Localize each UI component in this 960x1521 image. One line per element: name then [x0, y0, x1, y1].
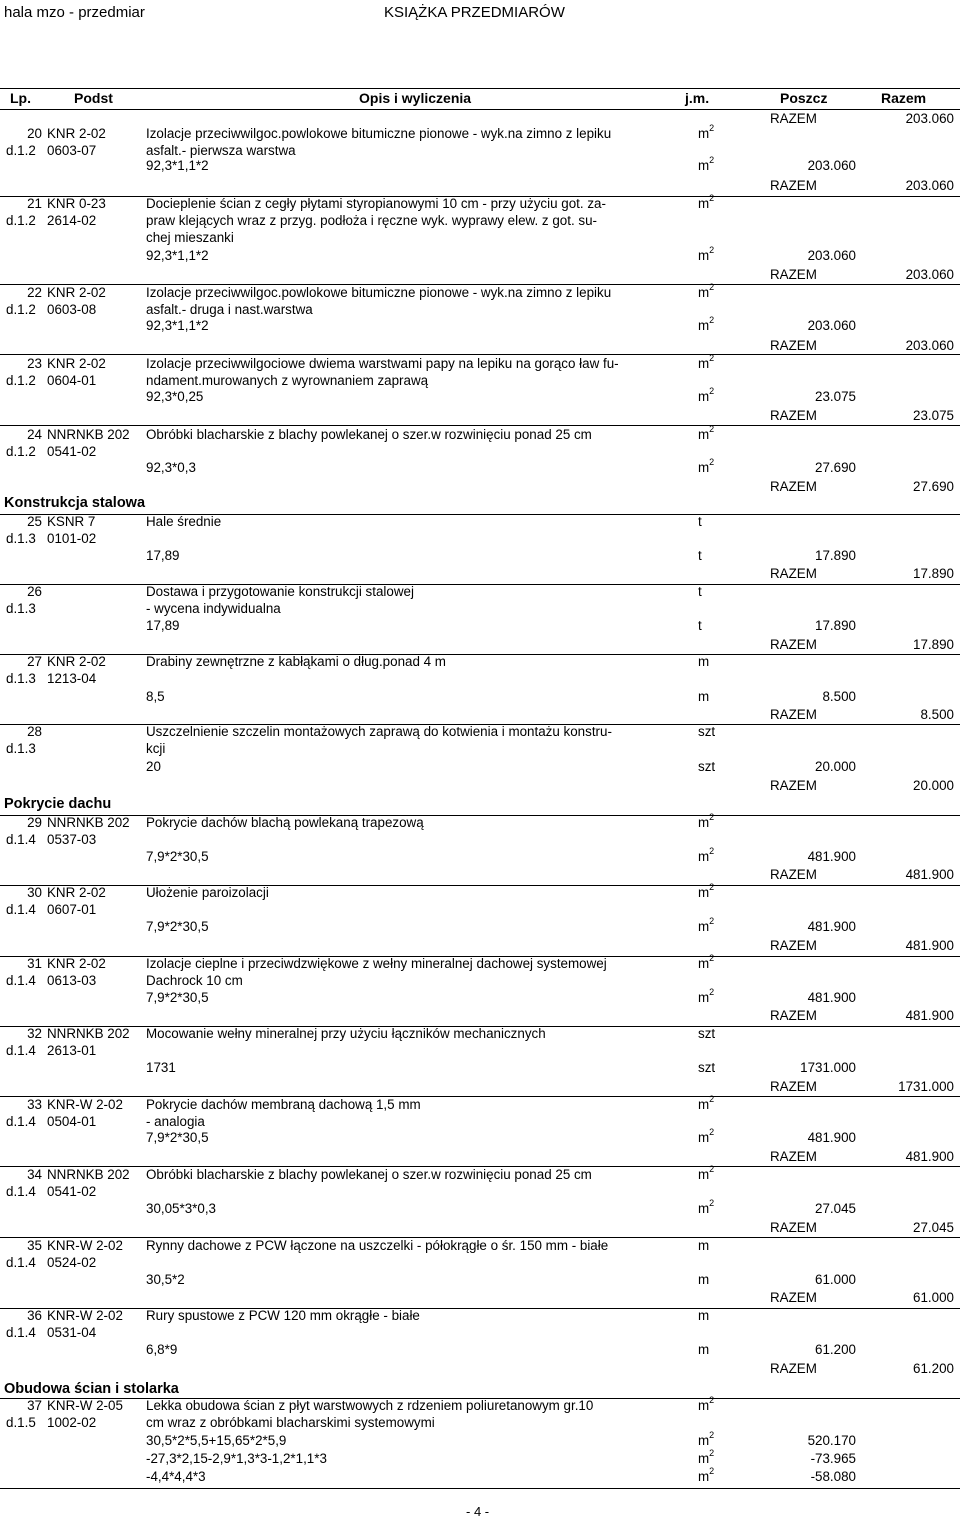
row-divider — [0, 1026, 960, 1027]
item-podst-code: 0604-01 — [47, 373, 97, 388]
item-unit: $m^2$ — [698, 424, 715, 442]
calc-expression: 7,9*2*30,5 — [146, 990, 209, 1005]
item-description-line: Pokrycie dachów blachą powlekaną trapezową — [146, 815, 424, 830]
calc-value: 61.200 — [815, 1342, 856, 1357]
calc-value: 23.075 — [815, 389, 856, 404]
item-subsection: d.1.2 — [6, 444, 36, 459]
item-unit: $m^2$ — [698, 1164, 715, 1182]
carry-razem-label: RAZEM — [770, 111, 817, 126]
item-description-line: Rury spustowe z PCW 120 mm okrągłe - białe — [146, 1308, 420, 1323]
item-subsection: d.1.3 — [6, 531, 36, 546]
razem-label: RAZEM — [770, 267, 817, 282]
item-unit: t — [698, 514, 702, 529]
item-description-line: ndament.murowanych z wyrownaniem zaprawą — [146, 373, 429, 388]
col-podst: Podst — [74, 90, 113, 106]
calc-expression: 7,9*2*30,5 — [146, 1130, 209, 1145]
col-razem: Razem — [881, 90, 927, 106]
unit-exponent: 2 — [709, 1448, 715, 1458]
unit-exponent: 2 — [709, 315, 715, 325]
calc-value: 520.170 — [807, 1433, 856, 1448]
item-unit: szt — [698, 1026, 716, 1041]
razem-value: 481.900 — [905, 867, 954, 882]
razem-label: RAZEM — [770, 938, 817, 953]
razem-value: 203.060 — [905, 338, 954, 353]
item-podst-catalog: KNR-W 2-05 — [47, 1398, 123, 1413]
item-podst-code: 0531-04 — [47, 1325, 97, 1340]
row-divider — [0, 425, 960, 426]
unit-exponent: 2 — [709, 1094, 715, 1104]
item-description-line: Izolacje przeciwwilgoc.powlokowe bitumiczne pionowe - wyk.na zimno z lepiku — [146, 126, 612, 141]
unit-exponent: 2 — [709, 424, 715, 434]
item-subsection: d.1.4 — [6, 902, 36, 917]
item-description-line: cm wraz z obróbkami blacharskimi systemowymi — [146, 1415, 435, 1430]
calc-value: 203.060 — [807, 318, 856, 333]
item-podst-catalog: NNRNKB 202 — [47, 815, 130, 830]
razem-label: RAZEM — [770, 1008, 817, 1023]
calc-expression: 7,9*2*30,5 — [146, 919, 209, 934]
calc-value: 27.045 — [815, 1201, 856, 1216]
item-description-line: Rynny dachowe z PCW łączone na uszczelki - półokrągłe o śr. 150 mm - białe — [146, 1238, 609, 1253]
item-description-line: - wycena indywidualna — [146, 601, 281, 616]
unit-exponent: 2 — [709, 457, 715, 467]
page-number: - 4 - — [466, 1504, 490, 1519]
item-subsection: d.1.4 — [6, 973, 36, 988]
calc-unit: szt — [698, 1060, 716, 1075]
razem-value: 17.890 — [913, 566, 954, 581]
item-podst-catalog: NNRNKB 202 — [47, 1026, 130, 1041]
unit-exponent: 2 — [709, 282, 715, 292]
calc-expression: 17,89 — [146, 548, 180, 563]
item-podst-catalog: KNR 2-02 — [47, 654, 106, 669]
item-unit: $m^2$ — [698, 953, 715, 971]
item-podst-catalog: KNR 2-02 — [47, 285, 106, 300]
item-number: 31 — [27, 956, 42, 971]
table-bottom-divider — [0, 1488, 960, 1489]
item-subsection: d.1.4 — [6, 1325, 36, 1340]
item-number: 23 — [27, 356, 42, 371]
razem-value: 8.500 — [920, 707, 954, 722]
razem-label: RAZEM — [770, 566, 817, 581]
item-podst-code: 2613-01 — [47, 1043, 97, 1058]
item-unit: $m^2$ — [698, 1094, 715, 1112]
item-number: 35 — [27, 1238, 42, 1253]
unit-exponent: 2 — [709, 353, 715, 363]
item-podst-catalog: KSNR 7 — [47, 514, 96, 529]
calc-expression: 30,05*3*0,3 — [146, 1201, 216, 1216]
razem-value: 61.200 — [913, 1361, 954, 1376]
calc-unit: t — [698, 548, 702, 563]
calc-unit: $m^2$ — [698, 987, 715, 1005]
item-number: 30 — [27, 885, 42, 900]
col-opis: Opis i wyliczenia — [359, 90, 472, 106]
razem-label: RAZEM — [770, 637, 817, 652]
item-podst-code: 0613-03 — [47, 973, 97, 988]
item-subsection: d.1.4 — [6, 1184, 36, 1199]
row-divider — [0, 724, 960, 725]
item-podst-code: 0524-02 — [47, 1255, 97, 1270]
unit-exponent: 2 — [709, 987, 715, 997]
item-podst-catalog: KNR 2-02 — [47, 126, 106, 141]
row-divider — [0, 885, 960, 886]
calc-value: 481.900 — [807, 990, 856, 1005]
item-number: 33 — [27, 1097, 42, 1112]
unit-exponent: 2 — [709, 1127, 715, 1137]
calc-expression: 6,8*9 — [146, 1342, 178, 1357]
item-subsection: d.1.2 — [6, 213, 36, 228]
row-divider — [0, 1096, 960, 1097]
item-unit: szt — [698, 724, 716, 739]
item-description-line: Dostawa i przygotowanie konstrukcji stalowej — [146, 584, 414, 599]
item-number: 21 — [27, 196, 42, 211]
row-divider — [0, 584, 960, 585]
item-podst-catalog: NNRNKB 202 — [47, 1167, 130, 1182]
item-description-line: Izolacje przeciwwilgociowe dwiema warstwami papy na lepiku na gorąco ław fu- — [146, 356, 619, 371]
unit-exponent: 2 — [709, 1198, 715, 1208]
unit-exponent: 2 — [709, 1430, 715, 1440]
item-description-line: asfalt.- pierwsza warstwa — [146, 143, 296, 158]
item-subsection: d.1.3 — [6, 741, 36, 756]
item-subsection: d.1.2 — [6, 373, 36, 388]
razem-value: 481.900 — [905, 938, 954, 953]
item-number: 37 — [27, 1398, 42, 1413]
razem-value: 27.690 — [913, 479, 954, 494]
item-number: 34 — [27, 1167, 42, 1182]
calc-expression: 92,3*1,1*2 — [146, 158, 209, 173]
razem-label: RAZEM — [770, 707, 817, 722]
item-unit: t — [698, 584, 702, 599]
calc-expression: 17,89 — [146, 618, 180, 633]
calc-value: 8.500 — [822, 689, 856, 704]
item-subsection: d.1.3 — [6, 601, 36, 616]
item-unit: $m^2$ — [698, 282, 715, 300]
razem-label: RAZEM — [770, 1290, 817, 1305]
item-unit: $m^2$ — [698, 882, 715, 900]
row-divider — [0, 1166, 960, 1167]
row-divider — [0, 354, 960, 355]
calc-value: 481.900 — [807, 1130, 856, 1145]
unit-exponent: 2 — [709, 953, 715, 963]
unit-exponent: 2 — [709, 1164, 715, 1174]
item-subsection: d.1.2 — [6, 143, 36, 158]
col-lp: Lp. — [10, 90, 31, 106]
calc-value: 17.890 — [815, 548, 856, 563]
calc-unit: $m^2$ — [698, 1198, 715, 1216]
section-title: Obudowa ścian i stolarka — [4, 1381, 179, 1397]
item-number: 25 — [27, 514, 42, 529]
item-unit: $m^2$ — [698, 123, 715, 141]
item-podst-catalog: KNR 0-23 — [47, 196, 106, 211]
unit-exponent: 2 — [709, 916, 715, 926]
item-podst-code: 0101-02 — [47, 531, 97, 546]
row-divider — [0, 1237, 960, 1238]
item-unit: m — [698, 654, 710, 669]
item-podst-code: 0504-01 — [47, 1114, 97, 1129]
calc-expression: -27,3*2,15-2,9*1,3*3-1,2*1,1*3 — [146, 1451, 327, 1466]
calc-expression: 1731 — [146, 1060, 176, 1075]
item-unit: $m^2$ — [698, 353, 715, 371]
row-divider — [0, 1308, 960, 1309]
item-description-line: Obróbki blacharskie z blachy powlekanej o szer.w rozwinięciu ponad 25 cm — [146, 1167, 592, 1182]
unit-exponent: 2 — [709, 1395, 715, 1405]
col-poszcz: Poszcz — [780, 90, 828, 106]
item-description-line: Ułożenie paroizolacji — [146, 885, 269, 900]
calc-value: 481.900 — [807, 919, 856, 934]
razem-value: 1731.000 — [898, 1079, 954, 1094]
calc-unit: $m^2$ — [698, 315, 715, 333]
item-description-line: Docieplenie ścian z cegły płytami styropianowymi 10 cm - przy użyciu got. za- — [146, 196, 606, 211]
item-podst-code: 0541-02 — [47, 1184, 97, 1199]
razem-label: RAZEM — [770, 1220, 817, 1235]
razem-label: RAZEM — [770, 408, 817, 423]
calc-unit: $m^2$ — [698, 846, 715, 864]
calc-unit: m — [698, 1342, 710, 1357]
item-podst-catalog: KNR-W 2-02 — [47, 1097, 123, 1112]
item-podst-catalog: KNR 2-02 — [47, 356, 106, 371]
item-description-line: asfalt.- druga i nast.warstwa — [146, 302, 313, 317]
item-podst-catalog: KNR 2-02 — [47, 956, 106, 971]
item-podst-code: 1002-02 — [47, 1415, 97, 1430]
item-subsection: d.1.5 — [6, 1415, 36, 1430]
calc-value: -58.080 — [810, 1469, 856, 1484]
section-title: Konstrukcja stalowa — [4, 495, 146, 511]
item-subsection: d.1.4 — [6, 1114, 36, 1129]
row-divider — [0, 654, 960, 655]
item-description-line: Pokrycie dachów membraną dachową 1,5 mm — [146, 1097, 421, 1112]
item-unit: m — [698, 1238, 710, 1253]
calc-expression: 92,3*1,1*2 — [146, 248, 209, 263]
row-divider — [0, 956, 960, 957]
item-description-line: Mocowanie wełny mineralnej przy użyciu łączników mechanicznych — [146, 1026, 546, 1041]
razem-label: RAZEM — [770, 778, 817, 793]
document-header-title: KSIĄŻKA PRZEDMIARÓW — [384, 4, 565, 21]
item-unit: $m^2$ — [698, 1395, 715, 1413]
item-podst-code: 2614-02 — [47, 213, 97, 228]
calc-value: 20.000 — [815, 759, 856, 774]
calc-unit: $m^2$ — [698, 457, 715, 475]
razem-value: 27.045 — [913, 1220, 954, 1235]
razem-value: 17.890 — [913, 637, 954, 652]
calc-expression: 92,3*0,25 — [146, 389, 204, 404]
item-number: 26 — [27, 584, 42, 599]
item-description-line: Uszczelnienie szczelin montażowych zaprawą do kotwienia i montażu konstru- — [146, 724, 612, 739]
calc-value: 17.890 — [815, 618, 856, 633]
item-podst-catalog: KNR-W 2-02 — [47, 1308, 123, 1323]
razem-value: 203.060 — [905, 267, 954, 282]
item-number: 29 — [27, 815, 42, 830]
row-divider — [0, 815, 960, 816]
calc-expression: 8,5 — [146, 689, 165, 704]
item-description-line: praw klejących wraz z przyg. podłoża i ręczne wyk. wyprawy elew. z got. su- — [146, 213, 597, 228]
calc-unit: $m^2$ — [698, 916, 715, 934]
item-description-line: chej mieszanki — [146, 230, 234, 245]
calc-value: -73.965 — [810, 1451, 856, 1466]
calc-value: 27.690 — [815, 460, 856, 475]
item-description-line: Obróbki blacharskie z blachy powlekanej o szer.w rozwinięciu ponad 25 cm — [146, 427, 592, 442]
item-unit: $m^2$ — [698, 193, 715, 211]
row-divider — [0, 196, 960, 197]
calc-unit: $m^2$ — [698, 1448, 715, 1466]
item-podst-code: 0541-02 — [47, 444, 97, 459]
item-subsection: d.1.4 — [6, 1255, 36, 1270]
razem-value: 61.000 — [913, 1290, 954, 1305]
unit-exponent: 2 — [709, 245, 715, 255]
item-number: 28 — [27, 724, 42, 739]
calc-expression: 92,3*1,1*2 — [146, 318, 209, 333]
calc-expression: -4,4*4,4*3 — [146, 1469, 206, 1484]
calc-expression: 20 — [146, 759, 161, 774]
unit-exponent: 2 — [709, 193, 715, 203]
item-description-line: Izolacje cieplne i przeciwdzwiękowe z wełny mineralnej dachowej systemowej — [146, 956, 607, 971]
row-divider — [0, 514, 960, 515]
item-number: 27 — [27, 654, 42, 669]
item-podst-code: 0607-01 — [47, 902, 97, 917]
row-divider — [0, 1398, 960, 1399]
calc-unit: $m^2$ — [698, 155, 715, 173]
item-subsection: d.1.4 — [6, 1043, 36, 1058]
unit-exponent: 2 — [709, 386, 715, 396]
item-podst-catalog: KNR-W 2-02 — [47, 1238, 123, 1253]
item-description-line: Izolacje przeciwwilgoc.powlokowe bitumiczne pionowe - wyk.na zimno z lepiku — [146, 285, 612, 300]
table-header — [0, 88, 960, 110]
calc-expression: 30,5*2*5,5+15,65*2*5,9 — [146, 1433, 287, 1448]
calc-unit: $m^2$ — [698, 1430, 715, 1448]
calc-expression: 7,9*2*30,5 — [146, 849, 209, 864]
item-podst-catalog: KNR 2-02 — [47, 885, 106, 900]
razem-label: RAZEM — [770, 338, 817, 353]
razem-value: 20.000 — [913, 778, 954, 793]
item-number: 32 — [27, 1026, 42, 1041]
item-description-line: Dachrock 10 cm — [146, 973, 243, 988]
razem-label: RAZEM — [770, 178, 817, 193]
calc-unit: $m^2$ — [698, 245, 715, 263]
calc-expression: 92,3*0,3 — [146, 460, 196, 475]
item-podst-catalog: NNRNKB 202 — [47, 427, 130, 442]
calc-unit: $m^2$ — [698, 386, 715, 404]
razem-label: RAZEM — [770, 1361, 817, 1376]
item-description-line: Drabiny zewnętrzne z kabłąkami o dług.ponad 4 m — [146, 654, 446, 669]
calc-value: 1731.000 — [800, 1060, 856, 1075]
item-description-line: - analogia — [146, 1114, 205, 1129]
calc-unit: t — [698, 618, 702, 633]
razem-value: 23.075 — [913, 408, 954, 423]
calc-unit: $m^2$ — [698, 1127, 715, 1145]
razem-label: RAZEM — [770, 479, 817, 494]
item-number: 36 — [27, 1308, 42, 1323]
unit-exponent: 2 — [709, 812, 715, 822]
row-divider — [0, 284, 960, 285]
item-subsection: d.1.4 — [6, 832, 36, 847]
item-number: 24 — [27, 427, 42, 442]
item-number: 22 — [27, 285, 42, 300]
item-unit: $m^2$ — [698, 812, 715, 830]
item-description-line: kcji — [146, 741, 166, 756]
item-description-line: Hale średnie — [146, 514, 222, 529]
calc-value: 203.060 — [807, 248, 856, 263]
item-subsection: d.1.2 — [6, 302, 36, 317]
item-description-line: Lekka obudowa ścian z płyt warstwowych z rdzeniem poliuretanowym gr.10 — [146, 1398, 594, 1413]
unit-exponent: 2 — [709, 155, 715, 165]
item-podst-code: 0603-08 — [47, 302, 97, 317]
unit-exponent: 2 — [709, 846, 715, 856]
unit-exponent: 2 — [709, 1466, 715, 1476]
calc-value: 61.000 — [815, 1272, 856, 1287]
calc-unit: m — [698, 1272, 710, 1287]
item-unit: m — [698, 1308, 710, 1323]
document-header-left: hala mzo - przedmiar — [4, 4, 145, 21]
razem-label: RAZEM — [770, 867, 817, 882]
item-podst-code: 0537-03 — [47, 832, 97, 847]
unit-exponent: 2 — [709, 882, 715, 892]
section-title: Pokrycie dachu — [4, 796, 112, 812]
razem-value: 203.060 — [905, 178, 954, 193]
col-jm: j.m. — [685, 90, 710, 106]
calc-value: 203.060 — [807, 158, 856, 173]
razem-value: 481.900 — [905, 1149, 954, 1164]
calc-unit: szt — [698, 759, 716, 774]
calc-unit: m — [698, 689, 710, 704]
razem-label: RAZEM — [770, 1079, 817, 1094]
item-podst-code: 0603-07 — [47, 143, 97, 158]
calc-unit: $m^2$ — [698, 1466, 715, 1484]
razem-label: RAZEM — [770, 1149, 817, 1164]
item-number: 20 — [27, 126, 42, 141]
razem-value: 481.900 — [905, 1008, 954, 1023]
carry-razem-value: 203.060 — [905, 111, 954, 126]
calc-expression: 30,5*2 — [146, 1272, 185, 1287]
calc-value: 481.900 — [807, 849, 856, 864]
unit-exponent: 2 — [709, 123, 715, 133]
item-podst-code: 1213-04 — [47, 671, 97, 686]
item-subsection: d.1.3 — [6, 671, 36, 686]
